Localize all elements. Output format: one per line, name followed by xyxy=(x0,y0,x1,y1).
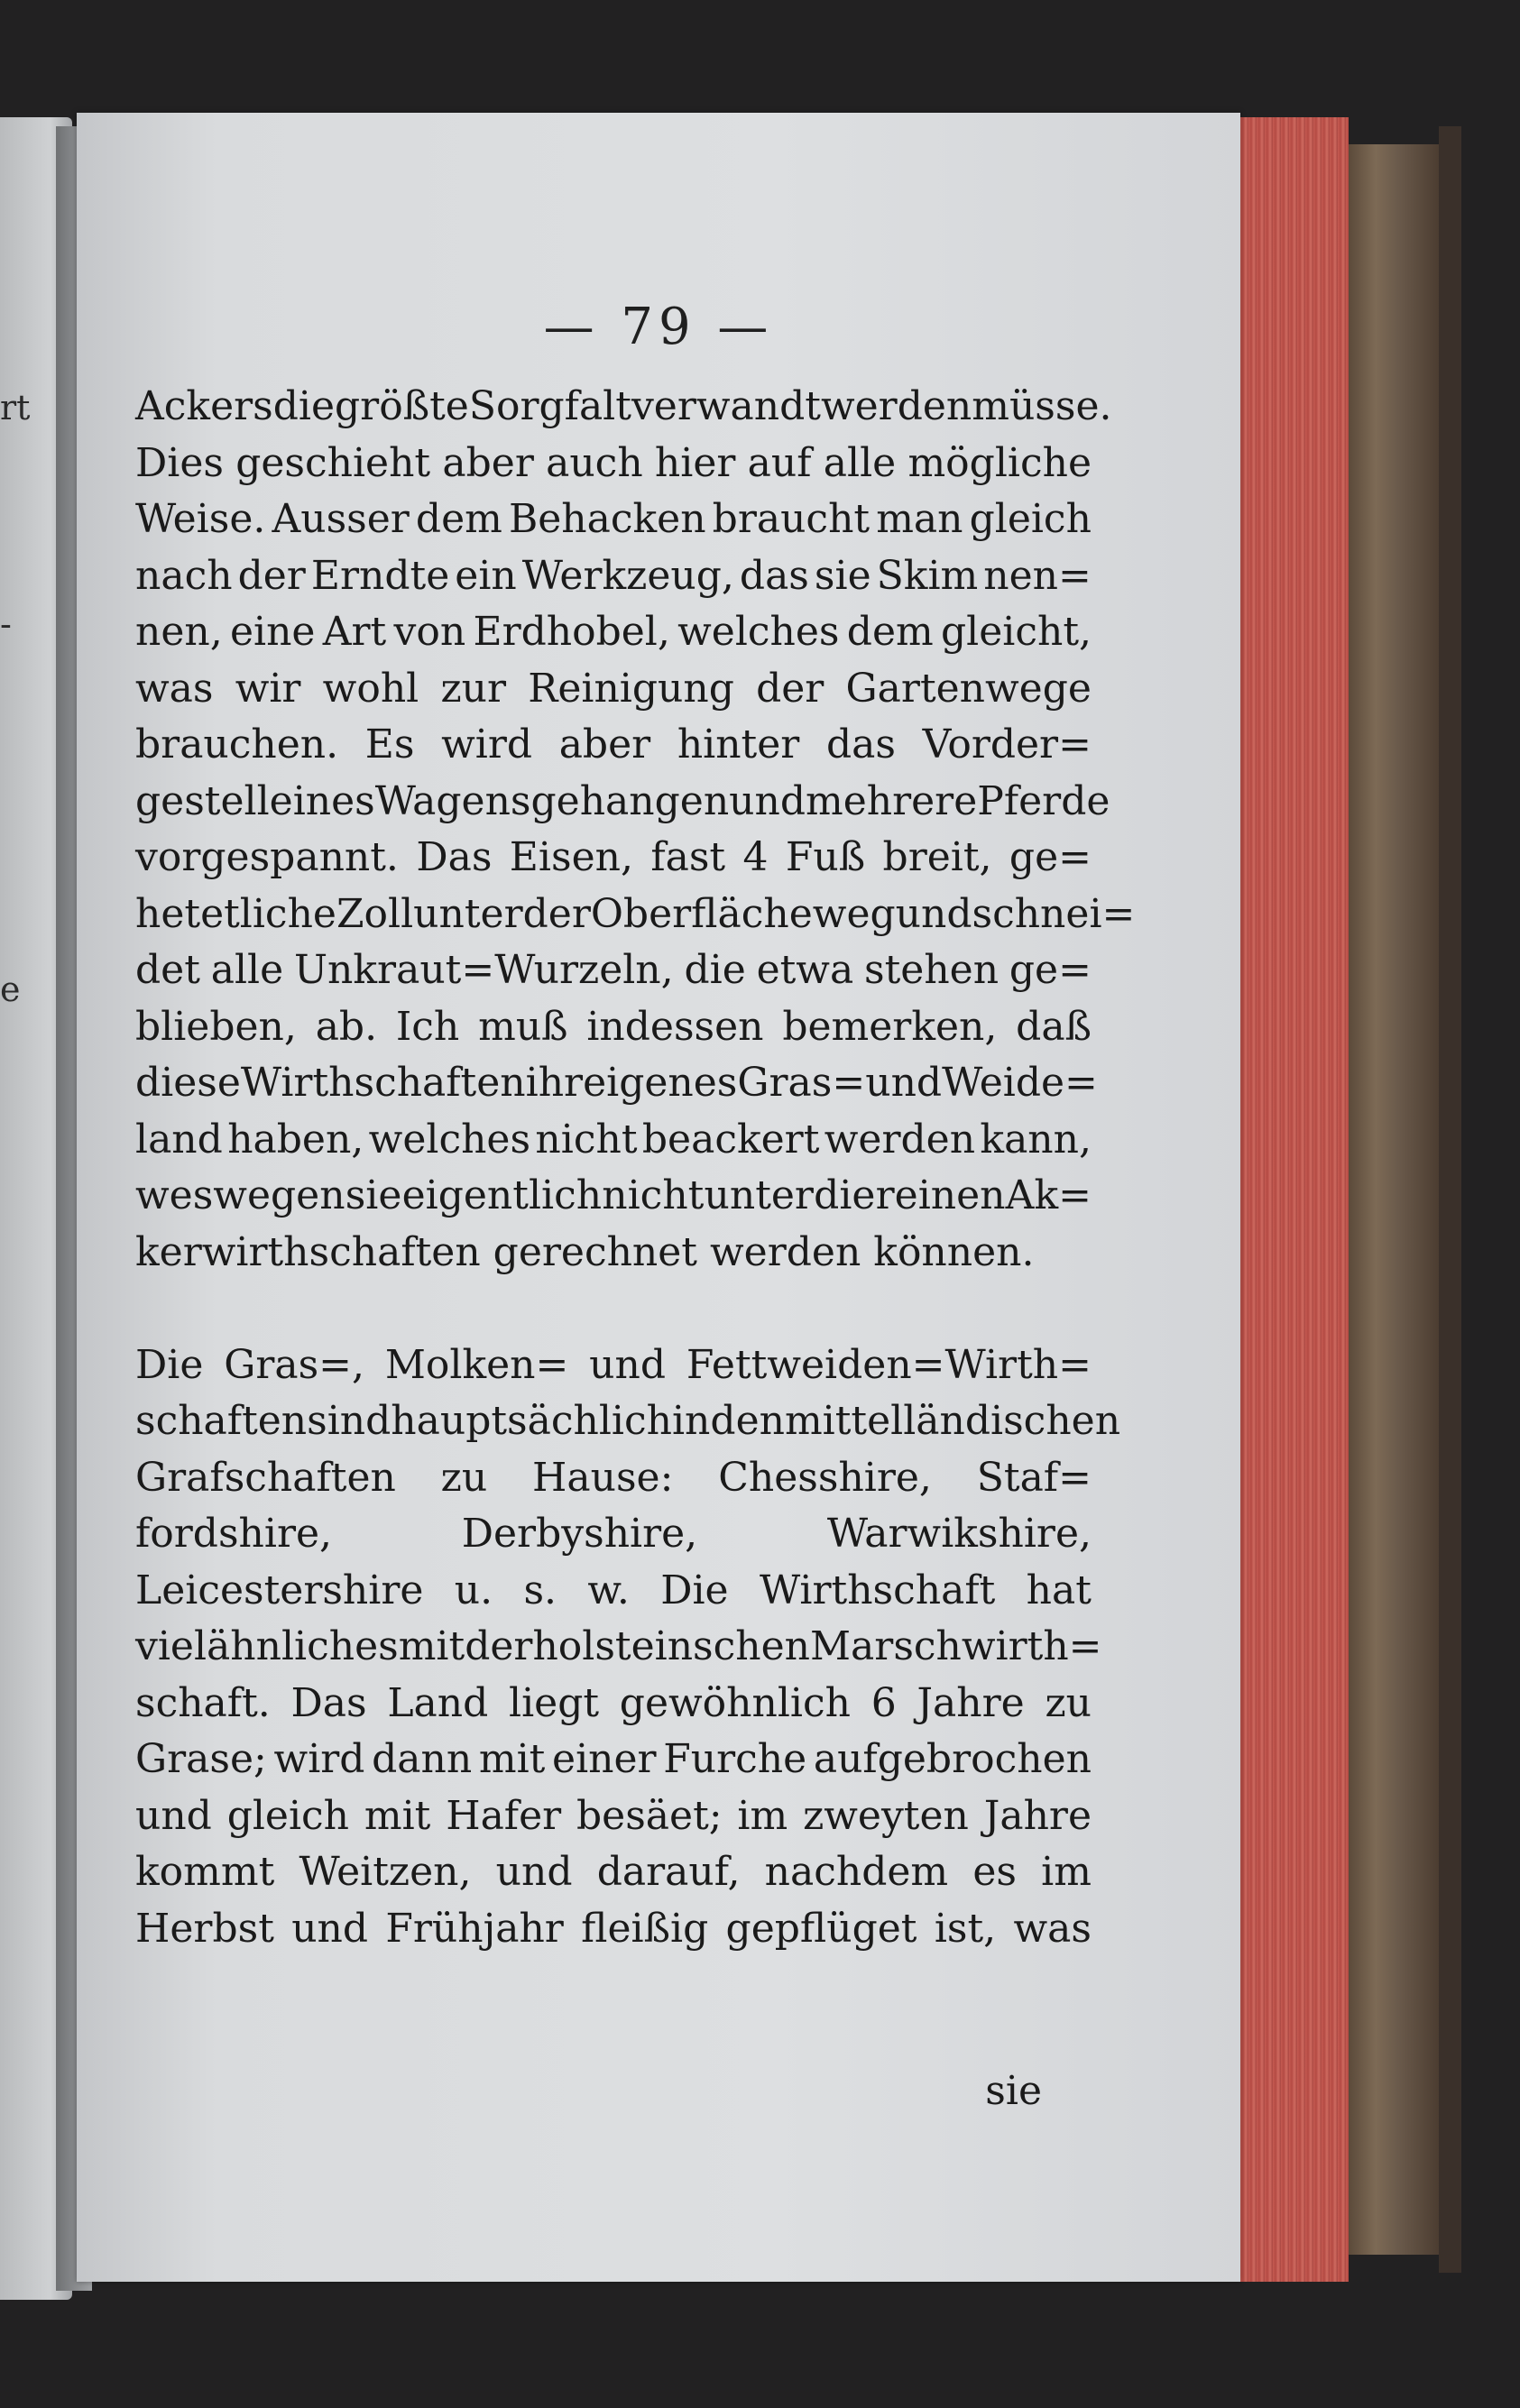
word: sie xyxy=(814,552,871,599)
word: aber xyxy=(442,439,534,486)
word: reinen xyxy=(875,1172,1006,1218)
word: mit xyxy=(398,1623,465,1669)
word: verwandt xyxy=(631,383,821,429)
word: der xyxy=(756,665,824,712)
text-line xyxy=(135,887,1136,943)
word: vorgespannt. xyxy=(135,834,399,880)
word: auf xyxy=(747,439,812,486)
word: die xyxy=(272,383,336,429)
text-line xyxy=(135,1844,1092,1901)
word: das xyxy=(739,552,809,599)
word: Weitzen, xyxy=(299,1849,472,1895)
left-margin-fragment: - xyxy=(0,604,12,644)
word: Hafer xyxy=(446,1792,562,1839)
word: 4 xyxy=(742,834,769,880)
word: nicht xyxy=(535,1116,638,1163)
word: Sorgfalt xyxy=(468,383,631,429)
word: mehrere xyxy=(806,777,978,824)
word: Marschwirth= xyxy=(810,1623,1102,1669)
word: das xyxy=(825,721,896,767)
text-line xyxy=(135,492,1092,548)
word: beackert xyxy=(641,1116,820,1163)
word: werden xyxy=(710,1228,861,1275)
word: besäet; xyxy=(576,1792,723,1839)
word: und xyxy=(895,890,972,937)
word: Chesshire, xyxy=(718,1454,932,1501)
word: land xyxy=(135,1116,223,1163)
word: kommt xyxy=(135,1849,275,1895)
word: gerechnet xyxy=(493,1228,697,1275)
word: ähnliches xyxy=(207,1623,399,1669)
text-line xyxy=(135,1506,1092,1563)
word: und xyxy=(865,1060,943,1106)
text-line xyxy=(135,661,1092,718)
word: ist, xyxy=(934,1905,997,1952)
word: gehangen xyxy=(530,777,730,824)
word: Frühjahr xyxy=(385,1905,564,1952)
text-line xyxy=(135,1450,1092,1507)
text-line xyxy=(135,1901,1092,1958)
word: viel xyxy=(135,1623,207,1669)
word: ge= xyxy=(1009,834,1092,880)
word: u. xyxy=(454,1567,493,1613)
word: sie xyxy=(345,1172,402,1218)
word: ihr xyxy=(525,1060,584,1106)
word: braucht xyxy=(712,496,871,542)
text-line xyxy=(135,830,1092,887)
word: zur xyxy=(440,665,506,712)
text-line xyxy=(135,774,1110,831)
word: Ak= xyxy=(1005,1172,1092,1218)
word: alle xyxy=(823,439,897,486)
word: auch xyxy=(546,439,643,486)
word: Grafschaften xyxy=(135,1454,396,1501)
word: Werkzeug, xyxy=(521,552,734,599)
word: aufgebrochen xyxy=(813,1736,1092,1782)
word: zu xyxy=(1045,1679,1092,1726)
paragraph-gap xyxy=(135,1281,1092,1337)
word: diese xyxy=(135,1060,241,1106)
word: gewöhnlich xyxy=(619,1679,851,1726)
word: in xyxy=(671,1398,711,1444)
word: Die xyxy=(660,1567,729,1613)
book-cover-edge xyxy=(1439,126,1461,2273)
word: mit xyxy=(364,1792,431,1839)
word: die xyxy=(684,947,746,993)
word: Derbyshire, xyxy=(461,1511,698,1557)
word: nach xyxy=(135,552,233,599)
word: Fuß xyxy=(785,834,866,880)
text-line xyxy=(135,1732,1092,1788)
word: werden xyxy=(820,383,972,429)
word: welches xyxy=(368,1116,531,1163)
word: einer xyxy=(552,1736,657,1782)
word: Gras=, xyxy=(224,1341,365,1388)
word: und xyxy=(589,1341,667,1388)
word: unter xyxy=(413,890,523,937)
word: Das xyxy=(290,1679,367,1726)
word: man xyxy=(876,496,963,542)
text-line xyxy=(135,717,1092,774)
book-page xyxy=(77,113,1240,2282)
word: hat xyxy=(1026,1567,1092,1613)
word: nen= xyxy=(983,552,1092,599)
word: fleißig xyxy=(581,1905,709,1952)
word: etwa xyxy=(756,947,854,993)
word: wohl xyxy=(322,665,419,712)
word: Wagens xyxy=(374,777,531,824)
word: wird xyxy=(441,721,533,767)
word: werden xyxy=(824,1116,976,1163)
word: dem xyxy=(415,496,502,542)
word: Dies xyxy=(135,439,224,486)
text-line xyxy=(135,1393,1121,1450)
word: Molken= xyxy=(384,1341,569,1388)
word: ein xyxy=(455,552,517,599)
word: haben, xyxy=(227,1116,364,1163)
catchword: sie xyxy=(985,2068,1042,2114)
page-body xyxy=(135,379,1136,1957)
text-line xyxy=(135,604,1092,661)
word: Weide= xyxy=(942,1060,1098,1106)
word: indessen xyxy=(586,1003,764,1050)
word: größte xyxy=(335,383,469,429)
word: alle xyxy=(210,947,284,993)
word: kann, xyxy=(980,1116,1092,1163)
text-line xyxy=(135,436,1092,492)
word: Vorder= xyxy=(922,721,1092,767)
word: Oberfläche xyxy=(590,890,813,937)
word: Leicestershire xyxy=(135,1567,424,1613)
word: brauchen. xyxy=(135,721,339,767)
word: Wirthschaft xyxy=(759,1567,996,1613)
word: und xyxy=(291,1905,369,1952)
word: der xyxy=(465,1623,533,1669)
text-line xyxy=(135,1168,1092,1225)
word: Gartenwege xyxy=(845,665,1092,712)
text-line xyxy=(135,1788,1092,1845)
word: können. xyxy=(873,1228,1035,1275)
word: schaft. xyxy=(135,1679,271,1726)
word: Fettweiden=Wirth= xyxy=(686,1341,1092,1388)
left-margin-fragment: rt xyxy=(0,388,31,427)
word: geschieht xyxy=(235,439,431,486)
word: sind xyxy=(307,1398,392,1444)
word: von xyxy=(393,609,466,655)
word: den xyxy=(710,1398,785,1444)
word: nen, xyxy=(135,609,223,655)
word: Zoll xyxy=(336,890,414,937)
word: Warwikshire, xyxy=(826,1511,1092,1557)
word: müsse. xyxy=(972,383,1112,429)
word: eine xyxy=(229,609,316,655)
word: Jahre xyxy=(917,1679,1025,1726)
word: fast xyxy=(650,834,726,880)
text-line xyxy=(135,1112,1092,1169)
word: eigentlich xyxy=(401,1172,603,1218)
word: Weise. xyxy=(135,496,266,542)
word: Art xyxy=(322,609,387,655)
word: liegt xyxy=(509,1679,600,1726)
word: Pferde xyxy=(977,777,1110,824)
word: w. xyxy=(587,1567,630,1613)
word: hier xyxy=(654,439,736,486)
word: Staf= xyxy=(976,1454,1092,1501)
word: ge= xyxy=(1009,947,1092,993)
word: Erndte xyxy=(310,552,450,599)
word: was xyxy=(1013,1905,1092,1952)
word: schnei= xyxy=(972,890,1136,937)
word: breit, xyxy=(882,834,992,880)
word: Grase; xyxy=(135,1736,267,1782)
word: nicht xyxy=(602,1172,705,1218)
word: der xyxy=(522,890,591,937)
word: und xyxy=(135,1792,212,1839)
text-line xyxy=(135,1225,1092,1282)
word: gepflüget xyxy=(725,1905,917,1952)
word: hinter xyxy=(677,721,800,767)
word: Eisen, xyxy=(509,834,633,880)
word: Hause: xyxy=(532,1454,674,1501)
word: mit xyxy=(478,1736,546,1782)
word: Ich xyxy=(395,1003,460,1050)
word: gleich xyxy=(226,1792,350,1839)
word: gleicht, xyxy=(940,609,1092,655)
word: holsteinschen xyxy=(532,1623,810,1669)
word: was xyxy=(135,665,214,712)
word: schaften xyxy=(135,1398,308,1444)
word: aber xyxy=(558,721,651,767)
word: Herbst xyxy=(135,1905,274,1952)
word: die xyxy=(814,1172,876,1218)
left-margin-fragment: e xyxy=(0,970,21,1009)
word: s. xyxy=(523,1567,557,1613)
word: blieben, xyxy=(135,1003,297,1050)
word: zweyten xyxy=(803,1792,969,1839)
word: gleich xyxy=(969,496,1092,542)
word: es xyxy=(972,1849,1017,1895)
word: mittelländischen xyxy=(784,1398,1121,1444)
text-line xyxy=(135,1619,1102,1676)
word: dann xyxy=(372,1736,473,1782)
word: Wirthschaften xyxy=(240,1060,526,1106)
word: gestell xyxy=(135,777,270,824)
word: Behacken xyxy=(508,496,706,542)
word: Skim xyxy=(876,552,979,599)
word: Furche xyxy=(663,1736,807,1782)
word: stehen xyxy=(864,947,1000,993)
word: unter xyxy=(704,1172,814,1218)
page-edges xyxy=(1240,117,1349,2282)
word: wir xyxy=(235,665,301,712)
page-number: — 79 — xyxy=(543,298,774,356)
book-cover xyxy=(1349,144,1439,2255)
word: Land xyxy=(387,1679,489,1726)
word: eines xyxy=(269,777,375,824)
word: det xyxy=(135,947,200,993)
word: Reinigung xyxy=(528,665,734,712)
text-line xyxy=(135,548,1092,605)
word: muß xyxy=(478,1003,568,1050)
word: ab. xyxy=(315,1003,378,1050)
word: fordshire, xyxy=(135,1511,333,1557)
word: im xyxy=(737,1792,788,1839)
word: Die xyxy=(135,1341,204,1388)
word: hauptsächlich xyxy=(391,1398,672,1444)
word: Es xyxy=(364,721,415,767)
text-line xyxy=(135,1337,1092,1394)
word: und xyxy=(729,777,806,824)
text-line xyxy=(135,999,1092,1056)
word: 6 xyxy=(871,1679,897,1726)
word: weswegen xyxy=(135,1172,345,1218)
text-line xyxy=(135,1563,1092,1620)
word: kerwirthschaften xyxy=(135,1228,481,1275)
word: het xyxy=(135,890,201,937)
word: mögliche xyxy=(907,439,1092,486)
word: darauf, xyxy=(596,1849,741,1895)
word: Gras= xyxy=(737,1060,866,1106)
word: Erdhobel, xyxy=(473,609,670,655)
word: und xyxy=(495,1849,573,1895)
text-line xyxy=(135,1055,1098,1112)
word: Ackers xyxy=(135,383,273,429)
word: nachdem xyxy=(764,1849,949,1895)
word: Ausser xyxy=(272,496,410,542)
word: wird xyxy=(273,1736,365,1782)
word: eigenes xyxy=(583,1060,738,1106)
text-line xyxy=(135,942,1092,999)
text-line xyxy=(135,1676,1092,1732)
word: Jahre xyxy=(983,1792,1092,1839)
word: Unkraut=Wurzeln, xyxy=(293,947,674,993)
word: dem xyxy=(846,609,934,655)
word: der xyxy=(237,552,306,599)
text-line xyxy=(135,379,1112,436)
word: weg xyxy=(812,890,896,937)
word: etliche xyxy=(200,890,336,937)
word: Das xyxy=(416,834,493,880)
word: im xyxy=(1041,1849,1092,1895)
word: daß xyxy=(1016,1003,1092,1050)
word: welches xyxy=(677,609,840,655)
word: zu xyxy=(440,1454,488,1501)
word: bemerken, xyxy=(782,1003,998,1050)
